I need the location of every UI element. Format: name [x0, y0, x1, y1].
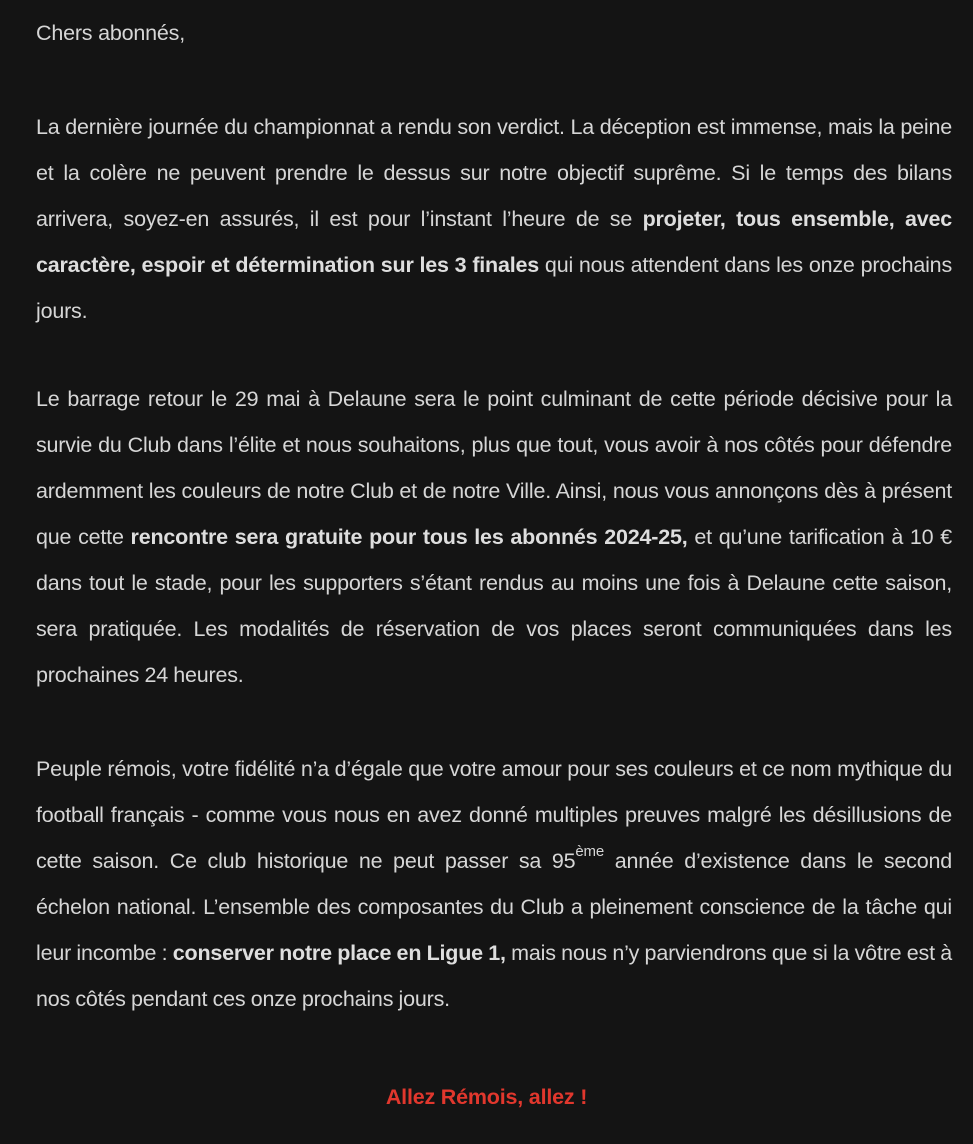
paragraph-3-bold: conserver notre place en Ligue 1, — [172, 941, 506, 965]
paragraph-1-text-b: qui nous attendent dans les onze prochains jours. — [36, 253, 952, 323]
paragraph-1-bold: projeter, tous ensemble, avec caractère, espoir et détermination sur les 3 finales — [36, 207, 952, 277]
paragraph-2-bold: rencontre sera gratuite pour tous les abonnés 2024-25, — [130, 525, 688, 549]
paragraph-3-text-a: Peuple rémois, votre fidélité n’a d’égale que votre amour pour ses couleurs et ce nom mythique du football français - comme vous nous en avez donné multiples preuves malgré les désillusions de cette saison. Ce club historique ne peut passer sa 95 — [36, 757, 952, 873]
closing-slogan: Allez Rémois, allez ! — [385, 1085, 588, 1109]
paragraph-3-text-b: année d’existence dans le second échelon national. L’ensemble des composantes du Club a pleinement conscience de la tâche qui leur incombe : — [36, 849, 952, 965]
paragraph-2-text-a: Le barrage retour le 29 mai à Delaune sera le point culminant de cette période décisive pour la survie du Club dans l’élite et nous souhaitons, plus que tout, vous avoir à nos côtés pour défendre ardemment les couleurs de notre Club et de notre Ville. Ainsi, nous vous annonçons dès à présent que cette — [36, 387, 952, 549]
paragraph-3-text-c: mais nous n’y parviendrons que si la vôtre est à nos côtés pendant ces onze prochains jours. — [36, 941, 952, 1011]
paragraph-2 — [36, 376, 952, 698]
ordinal-superscript: ème — [575, 843, 604, 860]
letter-greeting: Chers abonnés, — [36, 21, 185, 45]
paragraph-3 — [36, 746, 952, 1022]
paragraph-2-text-b: et qu’une tarification à 10 € dans tout le stade, pour les supporters s’étant rendus au moins une fois à Delaune cette saison, sera pratiquée. Les modalités de réservation de vos places seront communiquées dans les prochaines 24 heures. — [36, 525, 952, 687]
paragraph-1 — [36, 104, 952, 334]
paragraph-1-text-a: La dernière journée du championnat a rendu son verdict. La déception est immense, mais la peine et la colère ne peuvent prendre le dessus sur notre objectif suprême. Si le temps des bilans arrivera, soyez-en assurés, il est pour l’instant l’heure de se — [36, 115, 952, 231]
